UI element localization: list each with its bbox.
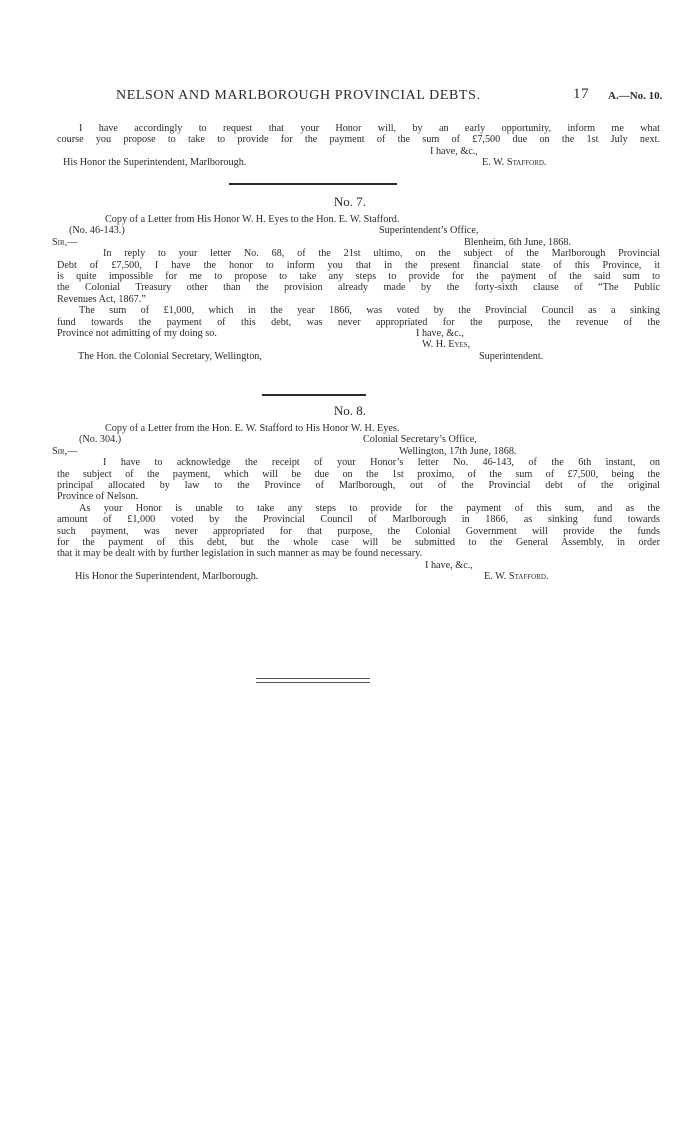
closing: I have, &c., — [430, 145, 478, 157]
paper-reference: A.—No. 10. — [608, 90, 663, 102]
body-line: In reply to your letter No. 68, of the 21st ultimo, on the subject of the Marlborough Provincial — [103, 248, 660, 260]
addressee-row — [57, 351, 660, 362]
sign-title: Superintendent. — [479, 350, 544, 362]
letter-number: No. 8. — [333, 403, 367, 418]
place-date: Wellington, 17th June, 1868. — [399, 445, 517, 457]
letter-ref-no: (No. 304.) — [79, 434, 122, 446]
section-divider — [262, 394, 366, 396]
addressee: His Honor the Superintendent, Marlborough. — [75, 571, 259, 583]
letter-ref-no: (No. 46-143.) — [69, 225, 125, 237]
body-line: Debt of £7,500, I have the honor to inform you that in the present financial state of this Province, it — [57, 259, 660, 271]
body-line: principal allocated by law to the Province of Marlborough, out of the Provincial debt of the original — [57, 479, 660, 491]
place-date: Blenheim, 6th June, 1868. — [464, 236, 571, 248]
addressee: His Honor the Superintendent, Marlborough. — [63, 157, 247, 169]
running-header — [0, 86, 700, 110]
end-rule-top — [256, 678, 370, 679]
body-line: is quite impossible for me to propose to take any steps to provide for the payment of the said sum to — [57, 270, 660, 282]
body-line: the Colonial Treasury other than the provision already made by the forty-sixth clause of “The Public — [57, 282, 660, 294]
caption-row — [57, 214, 660, 225]
letter-number: No. 7. — [333, 194, 367, 209]
body-line: I have to acknowledge the receipt of your Honor’s letter No. 46-143, of the 6th instant, on — [103, 457, 660, 469]
end-rule-bottom — [256, 682, 370, 683]
addressee-row — [57, 571, 660, 582]
body-line: As your Honor is unable to take any steps to provide for the payment of this sum, and as the — [79, 502, 660, 514]
addressee-row — [57, 157, 660, 168]
signature: E. W. Stafford. — [484, 571, 549, 583]
closing-row — [57, 560, 660, 571]
letter-caption: Copy of a Letter from the Hon. E. W. Stafford to His Honor W. H. Eyes. — [105, 423, 400, 434]
salutation: Sir,— — [52, 445, 78, 457]
header-title: NELSON AND MARLBOROUGH PROVINCIAL DEBTS. — [116, 88, 481, 103]
ref-row — [57, 434, 660, 445]
body-line: such payment, was never appropriated for that purpose, the Colonial Government will provide the funds — [57, 525, 660, 537]
body-line: Revenues Act, 1867.” — [57, 293, 146, 305]
intro-line: course you propose to take to provide for the payment of the sum of £7,500 due on the 1st July next. — [57, 134, 660, 146]
body-line: Province not admitting of my doing so. — [57, 328, 217, 339]
closing: I have, &c., — [416, 328, 464, 339]
body-closing-row — [57, 328, 660, 339]
sender-office: Colonial Secretary’s Office, — [363, 434, 477, 446]
body-line: The sum of £1,000, which in the year 1866, was voted by the Provincial Council as a sinking — [79, 305, 660, 317]
section-divider — [229, 183, 397, 185]
closing-row — [57, 146, 660, 157]
intro-section — [57, 123, 660, 169]
letter-caption: Copy of a Letter from His Honor W. H. Eyes to the Hon. E. W. Stafford. — [105, 214, 400, 225]
addressee: The Hon. the Colonial Secretary, Wellington, — [78, 350, 262, 362]
sender-office: Superintendent’s Office, — [379, 225, 479, 237]
body-line: the subject of the payment, which will be due on the 1st proximo, of the sum of £7,500, being the — [57, 468, 660, 480]
intro-line: I have accordingly to request that your Honor will, by an early opportunity, inform me what — [79, 123, 660, 134]
ref-row — [57, 225, 660, 236]
letter-7 — [52, 214, 660, 362]
salutation: Sir,— — [52, 236, 78, 248]
letter-8 — [52, 423, 660, 583]
salutation-row — [52, 445, 660, 457]
body-line: that it may be dealt with by further legislation in such manner as may be found necessary. — [57, 548, 423, 560]
closing: I have, &c., — [425, 559, 473, 571]
signature: W. H. Eyes, — [422, 339, 471, 351]
page-number: 17 — [573, 86, 590, 102]
body-line: fund towards the payment of this debt, was never appropriated for the purpose, the revenue of the — [57, 316, 660, 328]
signature-row — [57, 339, 660, 350]
body-line: amount of £1,000 voted by the Provincial Council of Marlborough in 1866, as sinking fund towards — [57, 514, 660, 526]
salutation-row — [52, 236, 660, 248]
signature: E. W. Stafford. — [482, 157, 547, 169]
caption-row — [57, 423, 660, 434]
body-line: Province of Nelson. — [57, 491, 139, 503]
body-line: for the payment of this debt, but the whole case will be submitted to the General Assembly, in order — [57, 537, 660, 548]
